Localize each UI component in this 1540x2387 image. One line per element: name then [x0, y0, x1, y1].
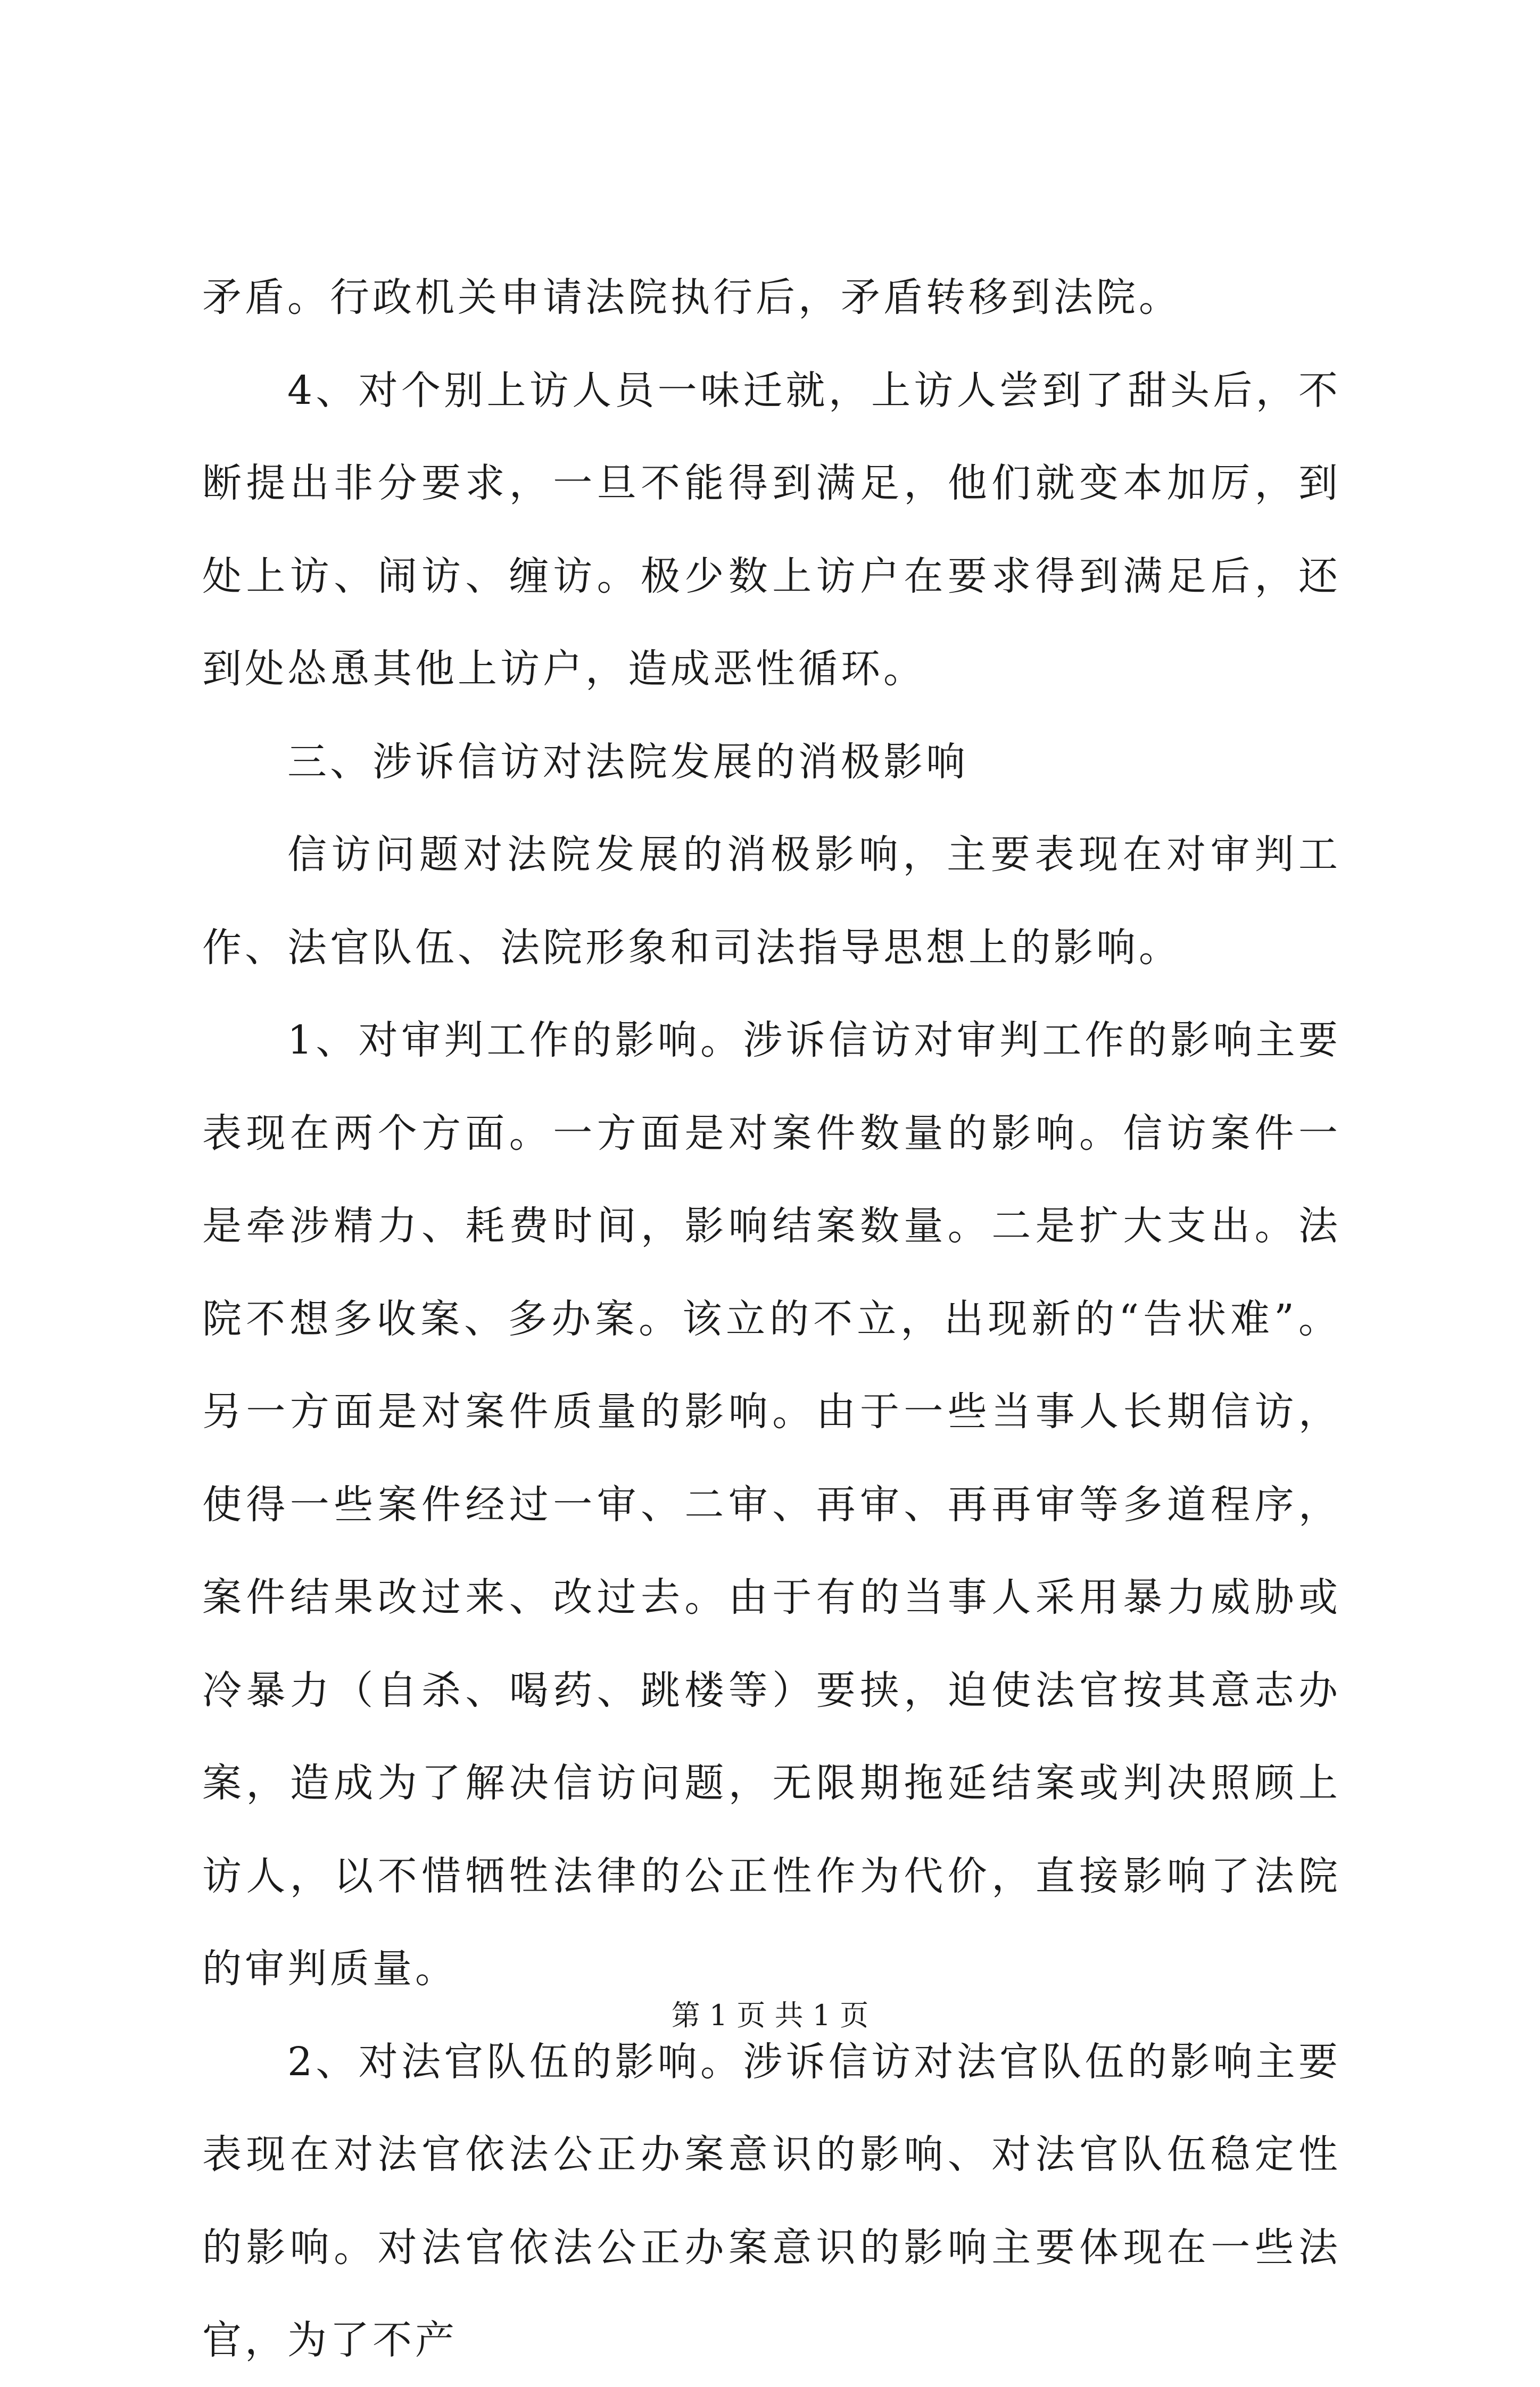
- document-body: [202, 251, 1341, 2387]
- paragraph: 2、对法官队伍的影响。涉诉信访对法官队伍的影响主要表现在对法官依法公正办案意识的影响、对法官队伍稳定性的影响。对法官依法公正办案意识的影响主要体现在一些法官，为了不产: [202, 2038, 1341, 2363]
- page-footer: 第 1 页 共 1 页: [671, 1999, 869, 2032]
- paragraph: 1、对审判工作的影响。涉诉信访对审判工作的影响主要表现在两个方面。一方面是对案件数量的影响。信访案件一是牵涉精力、耗费时间，影响结案数量。二是扩大支出。法院不想多收案、多办案。该立的不立，出现新的“告状难”。另一方面是对案件质量的影响。由于一些当事人长期信访，使得一些案件经过一审、二审、再审、再再审等多道程序，案件结果改过来、改过去。由于有的当事人采用暴力威胁或冷暴力（自杀、喝药、跳楼等）要挟，迫使法官按其意志办案，造成为了解决信访问题，无限期拖延结案或判决照顾上访人，以不惜牺牲法律的公正性作为代价，直接影响了法院的审判质量。: [202, 1017, 1341, 1992]
- paragraph: 信访问题对法院发展的消极影响，主要表现在对审判工作、法官队伍、法院形象和司法指导思想上的影响。: [202, 832, 1341, 971]
- paragraph: 4、对个别上访人员一味迁就，上访人尝到了甜头后，不断提出非分要求，一旦不能得到满足，他们就变本加厉，到处上访、闹访、缠访。极少数上访户在要求得到满足后，还到处怂恿其他上访户，造成恶性循环。: [202, 367, 1341, 692]
- section-heading: 三、涉诉信访对法院发展的消极影响: [287, 739, 968, 785]
- paragraph: 矛盾。行政机关申请法院执行后，矛盾转移到法院。: [202, 275, 1181, 320]
